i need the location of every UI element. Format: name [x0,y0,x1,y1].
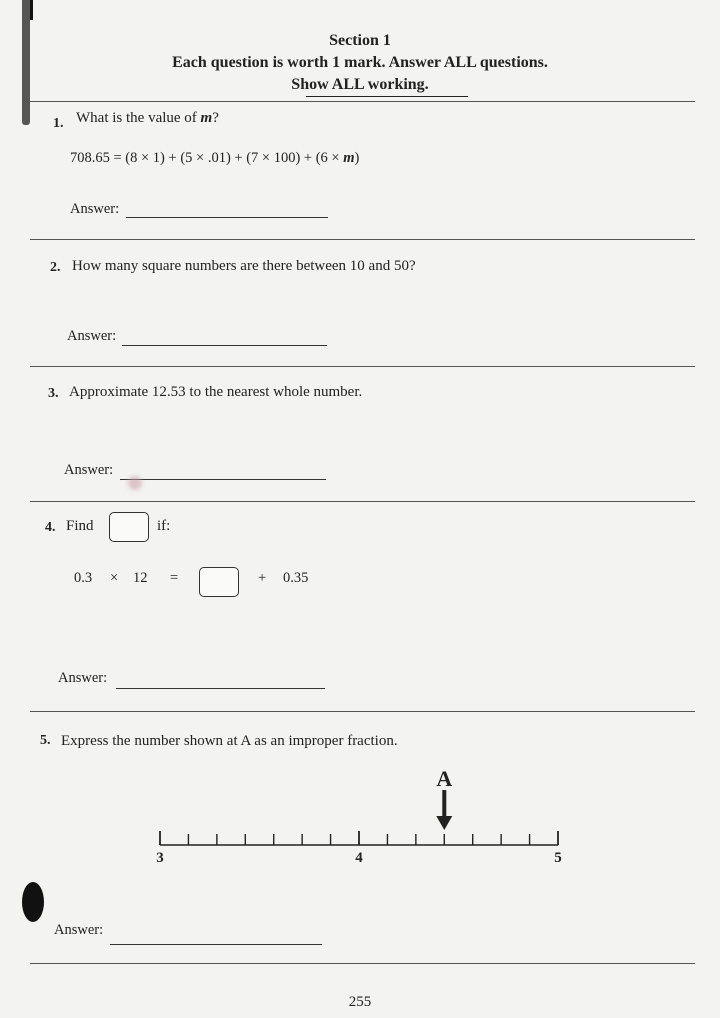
tick-label: 3 [156,850,164,866]
question-number: 4. [45,520,56,535]
question-text: How many square numbers are there between 10 and 50? [72,258,416,274]
answer-label: Answer: [64,462,114,478]
answer-label: Answer: [58,670,108,686]
addend: 0.35 [283,570,309,586]
answer-label: Answer: [54,922,104,938]
section-title: Section 1 [329,32,391,49]
question-number: 1. [53,116,64,131]
binding-edge-mark [30,0,33,20]
answer-label: Answer: [67,328,117,344]
equation-close: ) [354,150,360,166]
question-number: 3. [48,386,59,401]
arrow-down-icon [436,790,452,830]
question-text-before: Find [66,518,94,534]
question-text-after: if: [157,518,171,534]
instruction-line-2: Show ALL working. [291,76,429,93]
operand-1: 0.3 [74,570,93,586]
divider [30,239,695,240]
marker-label-a: A [436,766,453,791]
answer-line-q5[interactable] [110,944,322,945]
number-line [140,760,580,870]
instruction-underline [306,96,468,97]
equals-sign: = [170,570,179,586]
divider [30,366,695,367]
equation-variable-m: m [343,150,355,166]
equation-main: 708.65 = (8 × 1) + (5 × .01) + (7 × 100) + (6 × [70,150,344,166]
question-number: 2. [50,260,61,275]
divider [30,711,695,712]
tick-label: 4 [355,850,363,866]
divider [30,101,695,102]
tick-label: 5 [554,850,562,866]
question-text-after: ? [212,110,219,126]
answer-line-q1[interactable] [126,217,328,218]
divider [30,963,695,964]
instruction-line-1: Each question is worth 1 mark. Answer ALL questions. [172,54,548,71]
number-line-ticks [160,831,558,845]
ink-blot [22,882,44,922]
divider [30,501,695,502]
answer-line-q2[interactable] [122,345,327,346]
answer-line-q3[interactable] [120,479,326,480]
number-line-labels [156,850,562,866]
answer-line-q4[interactable] [116,688,325,689]
question-text: Express the number shown at A as an improper fraction. [61,733,398,749]
arrow-head [436,816,452,830]
variable-m: m [200,110,213,126]
operand-2: 12 [133,570,148,586]
arrow-shaft [442,790,446,818]
page-number: 255 [348,994,372,1010]
blank-box-answer[interactable] [199,567,239,597]
question-text [76,110,219,127]
plus-sign: + [258,570,267,586]
question-number: 5. [40,733,51,748]
times-sign: × [110,570,119,586]
question-text: Approximate 12.53 to the nearest whole number. [69,384,363,400]
blank-box-prompt [109,512,149,542]
smudge [128,476,142,490]
question-text-before: What is the value of [76,110,201,126]
answer-label: Answer: [70,201,120,217]
equation [70,150,359,167]
